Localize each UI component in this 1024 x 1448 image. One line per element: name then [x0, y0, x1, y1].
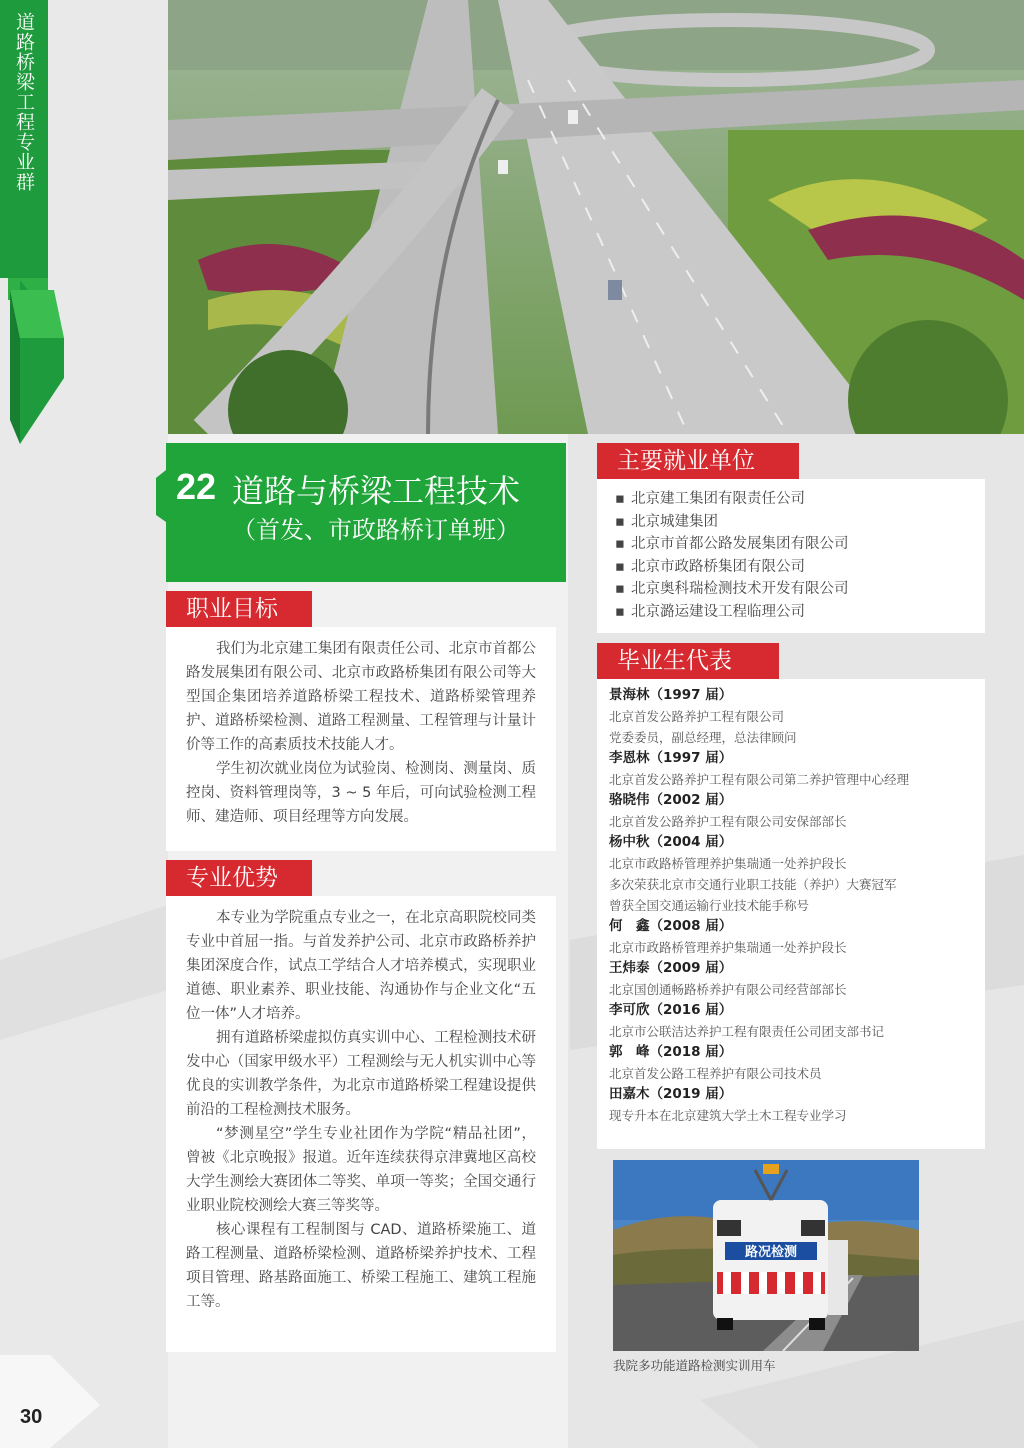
alumni-name: 杨中秋（2004 届） — [609, 834, 733, 850]
alumni-detail: 北京首发公路养护工程有限公司安保部部长 — [609, 814, 847, 829]
bullet-icon: ▪ — [615, 491, 625, 507]
list-item — [615, 578, 985, 601]
advantages-paragraph: “梦测星空”学生专业社团作为学院“精品社团”，曾被《北京晚报》报道。近年连续获得京津冀地区高校大学生测绘大赛团体二等奖、单项一等奖；全国交通行业职业院校测绘大赛三等奖等。 — [186, 1126, 536, 1214]
bullet-icon: ▪ — [615, 536, 625, 552]
page-number: 30 — [20, 1406, 43, 1428]
employer-name: 北京市首都公路发展集团有限公司 — [631, 536, 849, 552]
list-item — [615, 511, 985, 534]
program-title: 道路与桥梁工程技术 — [232, 472, 521, 510]
side-category-tab — [0, 0, 48, 278]
alumni-name: 郭 峰（2018 届） — [609, 1044, 733, 1060]
list-item — [615, 556, 985, 579]
alumni-detail: 北京首发公路养护工程有限公司第二养护管理中心经理 — [609, 772, 910, 787]
bullet-icon: ▪ — [615, 581, 625, 597]
employers-list — [615, 488, 985, 623]
hero-highway-image — [168, 0, 1024, 434]
alumni-name: 景海林（1997 届） — [609, 687, 733, 703]
alumni-detail: 北京国创通畅路桥养护有限公司经营部部长 — [609, 982, 847, 997]
inspection-vehicle-photo — [613, 1160, 919, 1351]
bullet-icon: ▪ — [615, 558, 625, 575]
employer-name: 北京潞运建设工程临理公司 — [631, 603, 805, 620]
alumni-name: 王炜泰（2009 届） — [609, 960, 733, 976]
alumni-detail: 北京首发公路养护工程有限公司 — [609, 709, 785, 724]
program-number: 22 — [176, 466, 217, 507]
alumni-detail: 曾获全国交通运输行业技术能手称号 — [609, 898, 810, 913]
employer-name: 北京建工集团有限责任公司 — [631, 491, 805, 507]
side-category-label: 道路桥梁工程专业群 — [13, 12, 35, 192]
advantages-paragraph: 本专业为学院重点专业之一，在北京高职院校同类专业中首屈一指。与首发养护公司、北京市政路桥养护集团深度合作，试点工学结合人才培养模式，实现职业道德、职业素养、职业技能、沟通协作与企业文化“五位一体”人才培养。 — [186, 910, 536, 1022]
photo-caption: 我院多功能道路检测实训用车 — [613, 1358, 776, 1373]
alumni-detail: 北京市政路桥管理养护集瑞通一处养护段长 — [609, 940, 847, 955]
alumni-name: 李可欣（2016 届） — [609, 1002, 733, 1018]
alumni-detail: 多次荣获北京市交通行业职工技能（养护）大赛冠军 — [609, 877, 897, 892]
employers-card — [597, 479, 985, 633]
alumni-card — [597, 679, 985, 1149]
bullet-icon: ▪ — [615, 603, 625, 620]
program-subtitle: （首发、市政路桥订单班） — [232, 516, 520, 544]
alumni-heading: 毕业生代表 — [597, 643, 779, 679]
employer-name: 北京市政路桥集团有限公司 — [631, 558, 805, 575]
career-goals-paragraph: 学生初次就业岗位为试验岗、检测岗、测量岗、质控岗、资料管理岗等，3 ~ 5 年后，可向试验检测工程师、建造师、项目经理等方向发展。 — [186, 761, 536, 825]
list-item — [615, 488, 985, 511]
advantages-paragraph: 核心课程有工程制图与 CAD、道路桥梁施工、道路工程测量、道路桥梁检测、道路桥梁养护技术、工程项目管理、路基路面施工、桥梁工程施工、建筑工程施工等。 — [186, 1222, 536, 1310]
employer-name: 北京奥科瑞检测技术开发有限公司 — [631, 581, 849, 597]
alumni-detail: 现专升本在北京建筑大学土木工程专业学习 — [609, 1108, 847, 1123]
bullet-icon: ▪ — [615, 513, 625, 530]
van-label-text: 路况检测 — [744, 1245, 798, 1260]
employer-name: 北京城建集团 — [631, 513, 718, 530]
alumni-name: 骆晓伟（2002 届） — [609, 792, 733, 808]
alumni-name: 李恩林（1997 届） — [609, 750, 733, 766]
advantages-card — [166, 896, 556, 1352]
employers-heading: 主要就业单位 — [597, 443, 799, 479]
alumni-name: 何 鑫（2008 届） — [609, 918, 733, 934]
career-goals-paragraph: 我们为北京建工集团有限责任公司、北京市首都公路发展集团有限公司、北京市政路桥集团有限公司等大型国企集团培养道路桥梁工程技术、道路桥梁管理养护、道路桥梁检测、道路工程测量、工程管理与计量计价等工作的高素质技术技能人才。 — [186, 641, 536, 753]
alumni-detail: 北京首发公路工程养护有限公司技术员 — [609, 1066, 822, 1081]
career-goals-card — [166, 627, 556, 851]
alumni-detail: 党委委员，副总经理，总法律顾问 — [609, 730, 797, 745]
advantages-heading: 专业优势 — [166, 860, 312, 896]
alumni-detail: 北京市公联洁达养护工程有限责任公司团支部书记 — [609, 1024, 885, 1039]
alumni-name: 田嘉木（2019 届） — [609, 1086, 733, 1102]
advantages-paragraph: 拥有道路桥梁虚拟仿真实训中心、工程检测技术研发中心（国家甲级水平）工程测绘与无人机实训中心等优良的实训教学条件，为北京市道路桥梁工程建设提供前沿的工程检测技术服务。 — [186, 1030, 536, 1118]
list-item — [615, 601, 985, 624]
career-goals-heading: 职业目标 — [166, 591, 312, 627]
list-item — [615, 533, 985, 556]
alumni-detail: 北京市政路桥管理养护集瑞通一处养护段长 — [609, 856, 847, 871]
